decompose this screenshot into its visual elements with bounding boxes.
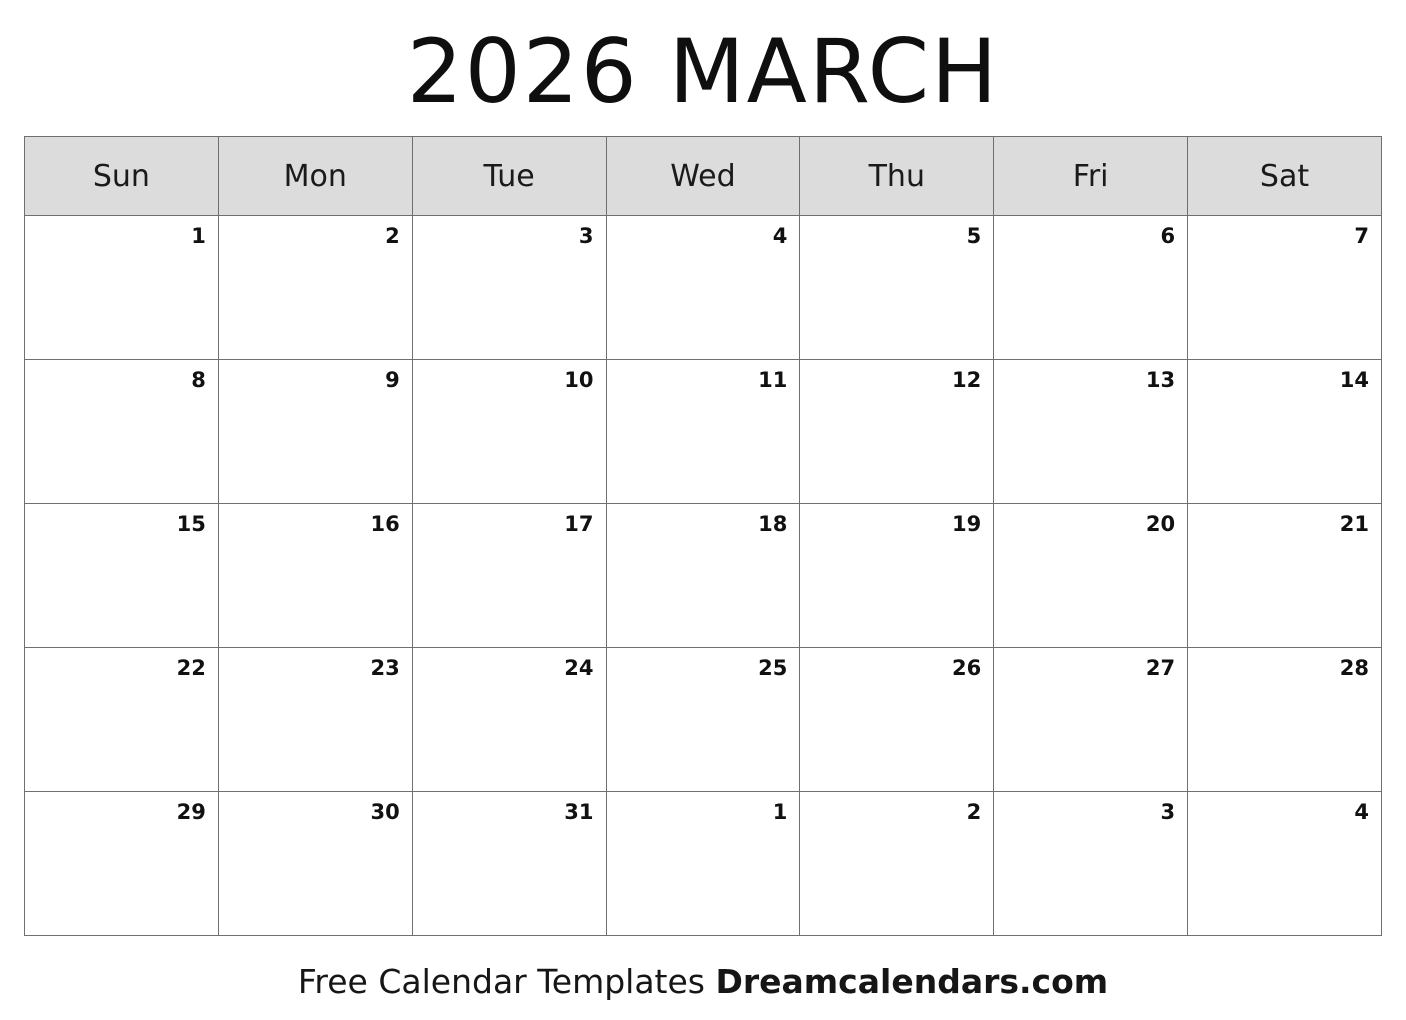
day-number: 1 xyxy=(772,800,788,824)
day-number: 20 xyxy=(1145,512,1176,536)
day-number: 28 xyxy=(1339,656,1369,680)
calendar-week-row xyxy=(25,648,1382,792)
day-cell[interactable] xyxy=(412,216,606,360)
day-cell[interactable] xyxy=(412,648,606,792)
footer-free-text: Free Calendar Templates xyxy=(297,962,716,1001)
calendar-grid xyxy=(24,136,1382,936)
day-cell[interactable] xyxy=(606,504,800,648)
day-number: 16 xyxy=(370,512,400,536)
day-cell[interactable] xyxy=(25,504,219,648)
day-number: 31 xyxy=(564,800,594,824)
day-cell[interactable] xyxy=(1188,648,1382,792)
day-cell[interactable] xyxy=(218,216,412,360)
calendar-week-row xyxy=(25,360,1382,504)
day-cell[interactable] xyxy=(412,504,606,648)
day-cell[interactable] xyxy=(412,360,606,504)
day-cell[interactable] xyxy=(800,360,994,504)
day-number: 10 xyxy=(564,368,594,392)
day-number: 22 xyxy=(176,656,206,680)
weekday-header-thu: Thu xyxy=(800,137,994,216)
day-number: 4 xyxy=(772,224,788,248)
day-number: 21 xyxy=(1339,512,1369,536)
day-number: 23 xyxy=(370,656,400,680)
day-number: 15 xyxy=(176,512,206,536)
weekday-header-sun: Sun xyxy=(25,137,219,216)
day-number: 24 xyxy=(564,656,594,680)
day-number: 26 xyxy=(951,656,982,680)
day-number: 3 xyxy=(1160,800,1176,824)
day-cell[interactable] xyxy=(218,504,412,648)
day-number: 8 xyxy=(191,368,206,392)
day-cell[interactable] xyxy=(606,648,800,792)
day-number: 9 xyxy=(385,368,400,392)
day-cell[interactable] xyxy=(606,216,800,360)
day-number: 14 xyxy=(1339,368,1369,392)
weekday-header-mon: Mon xyxy=(218,137,412,216)
weekday-header-wed: Wed xyxy=(606,137,800,216)
day-number: 30 xyxy=(370,800,400,824)
day-number: 18 xyxy=(758,512,788,536)
day-cell[interactable] xyxy=(994,360,1188,504)
day-cell[interactable] xyxy=(1188,360,1382,504)
weekday-header-fri: Fri xyxy=(994,137,1188,216)
day-cell[interactable] xyxy=(994,216,1188,360)
day-number: 13 xyxy=(1145,368,1176,392)
day-cell[interactable] xyxy=(25,648,219,792)
day-number: 12 xyxy=(951,368,982,392)
day-cell[interactable] xyxy=(218,648,412,792)
day-number: 7 xyxy=(1354,224,1369,248)
day-cell[interactable] xyxy=(1188,792,1382,936)
day-number: 29 xyxy=(176,800,206,824)
calendar-week-row xyxy=(25,216,1382,360)
day-number: 5 xyxy=(966,224,982,248)
day-cell[interactable] xyxy=(1188,504,1382,648)
footer-brand[interactable]: Dreamcalendars.com xyxy=(715,962,1109,1001)
day-number: 1 xyxy=(191,224,206,248)
weekday-header-tue: Tue xyxy=(412,137,606,216)
calendar-week-row xyxy=(25,504,1382,648)
weekday-header-sat: Sat xyxy=(1188,137,1382,216)
day-cell[interactable] xyxy=(25,792,219,936)
day-cell[interactable] xyxy=(994,504,1188,648)
footer xyxy=(24,936,1382,1001)
weekday-header-row xyxy=(25,137,1382,216)
day-cell[interactable] xyxy=(606,792,800,936)
day-number: 11 xyxy=(758,368,788,392)
day-number: 2 xyxy=(385,224,400,248)
day-cell[interactable] xyxy=(218,792,412,936)
page-title: 2026 MARCH xyxy=(406,20,1000,123)
day-cell[interactable] xyxy=(800,792,994,936)
day-cell[interactable] xyxy=(412,792,606,936)
day-number: 25 xyxy=(758,656,788,680)
day-number: 17 xyxy=(564,512,594,536)
day-cell[interactable] xyxy=(994,648,1188,792)
day-cell[interactable] xyxy=(606,360,800,504)
day-cell[interactable] xyxy=(1188,216,1382,360)
day-cell[interactable] xyxy=(994,792,1188,936)
day-cell[interactable] xyxy=(25,360,219,504)
day-cell[interactable] xyxy=(800,504,994,648)
day-number: 3 xyxy=(578,224,594,248)
day-cell[interactable] xyxy=(800,648,994,792)
day-number: 27 xyxy=(1145,656,1176,680)
calendar-week-row xyxy=(25,792,1382,936)
day-number: 4 xyxy=(1354,800,1369,824)
day-cell[interactable] xyxy=(800,216,994,360)
day-cell[interactable] xyxy=(218,360,412,504)
day-number: 6 xyxy=(1160,224,1176,248)
day-number: 19 xyxy=(951,512,982,536)
day-cell[interactable] xyxy=(25,216,219,360)
day-number: 2 xyxy=(966,800,982,824)
